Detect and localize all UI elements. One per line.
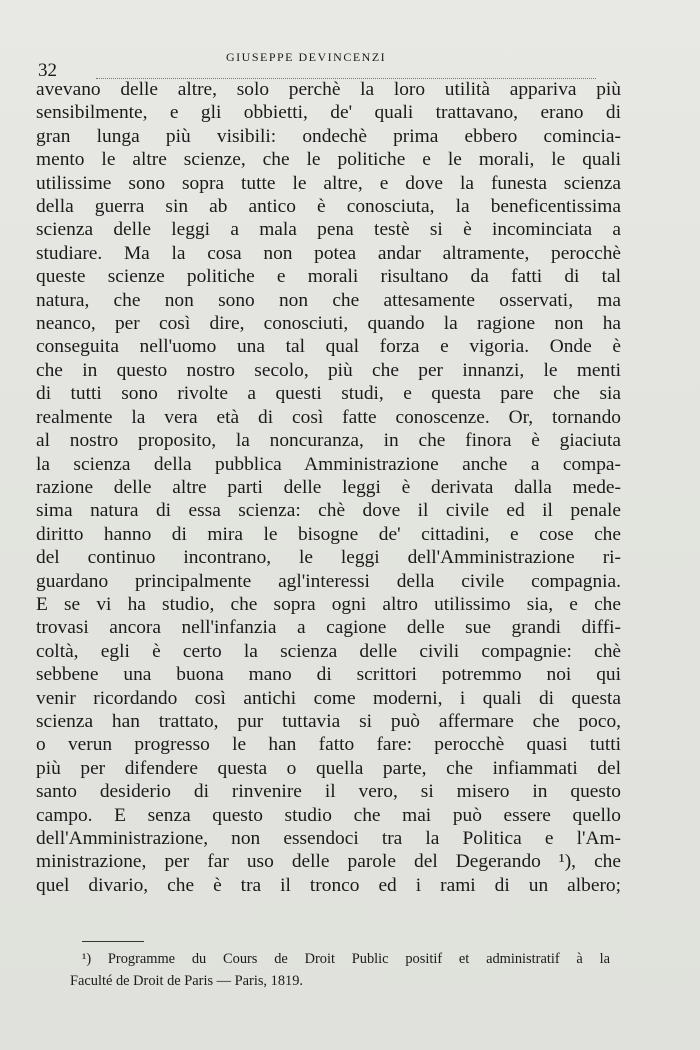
text-line: scienza delle leggi a mala pena testè si è incominciata a <box>36 219 621 241</box>
text-line: o verun progresso le han fatto fare: perocchè quasi tutti <box>36 734 621 756</box>
text-line: conseguita nell'uomo una tal qual forza e vigoria. Onde è <box>36 336 621 358</box>
footnote <box>70 948 610 992</box>
text-line: di tutti sono rivolte a questi studi, e questa pare che sia <box>36 383 621 405</box>
running-head: GIUSEPPE DEVINCENZI <box>226 50 387 64</box>
text-line: E se vi ha studio, che sopra ogni altro utilissimo sia, e che <box>36 593 621 615</box>
body-text <box>36 78 621 897</box>
text-line: utilissime sono sopra tutte le altre, e dove la funesta scienza <box>36 172 621 194</box>
text-line: trovasi ancora nell'infanzia a cagione delle sue grandi diffi- <box>36 617 621 639</box>
text-line: della guerra sin ab antico è conosciuta, la beneficentissima <box>36 196 621 218</box>
page-number: 32 <box>38 60 57 81</box>
text-line: diritto hanno di mira le bisogne de' cittadini, e cose che <box>36 523 621 545</box>
text-line: razione delle altre parti delle leggi è derivata dalla mede- <box>36 476 621 498</box>
text-line: ministrazione, per far uso delle parole del Degerando ¹), che <box>36 851 621 873</box>
text-line: coltà, egli è certo la scienza delle civili compagnie: chè <box>36 640 621 662</box>
text-line: santo desiderio di rinvenire il vero, si misero in questo <box>36 781 621 803</box>
text-line: quel divario, che è tra il tronco ed i rami di un albero; <box>36 874 621 896</box>
text-line: neanco, per così dire, conosciuti, quando la ragione non ha <box>36 313 621 335</box>
footnote-line: ¹) Programme du Cours de Droit Public positif et administratif à la <box>82 951 610 967</box>
text-line: avevano delle altre, solo perchè la loro utilità appariva più <box>36 79 621 100</box>
text-line: dell'Amministrazione, non essendoci tra la Politica e l'Am- <box>36 828 621 849</box>
text-line: mento le altre scienze, che le politiche e le morali, le quali <box>36 149 621 171</box>
text-line: campo. E senza questo studio che mai può essere quello <box>36 804 621 826</box>
text-line: scienza han trattato, pur tuttavia si può affermare che poco, <box>36 710 621 732</box>
text-line: gran lunga più visibili: ondechè prima ebbero comincia- <box>36 125 621 147</box>
text-line: realmente la vera età di così fatte conoscenze. Or, tornando <box>36 406 621 428</box>
text-line: sebbene una buona mano di scrittori potremmo noi qui <box>36 664 621 686</box>
footnote-rule <box>82 941 144 942</box>
text-line: natura, che non sono non che attesamente osservati, ma <box>36 289 621 311</box>
text-line: sima natura di essa scienza: chè dove il civile ed il penale <box>36 500 621 522</box>
text-line: la scienza della pubblica Amministrazione anche a compa- <box>36 453 621 475</box>
text-line: del continuo incontrano, le leggi dell'Amministrazione ri- <box>36 547 621 569</box>
text-line: guardano principalmente agl'interessi della civile compagnia. <box>36 570 621 592</box>
text-line: che in questo nostro secolo, più che per innanzi, le menti <box>36 359 621 381</box>
text-line: al nostro proposito, la noncuranza, in che finora è giaciuta <box>36 430 621 452</box>
text-line: studiare. Ma la cosa non potea andar altramente, perocchè <box>36 242 621 264</box>
text-line: venir ricordando così antichi come moderni, i quali di questa <box>36 687 621 709</box>
text-line: queste scienze politiche e morali risultano da fatti di tal <box>36 266 621 288</box>
text-line: più per difendere questa o quella parte, che infiammati del <box>36 757 621 779</box>
footnote-line: Faculté de Droit de Paris — Paris, 1819. <box>70 973 304 989</box>
text-line: sensibilmente, e gli obbietti, de' quali trattavano, erano di <box>36 102 621 124</box>
